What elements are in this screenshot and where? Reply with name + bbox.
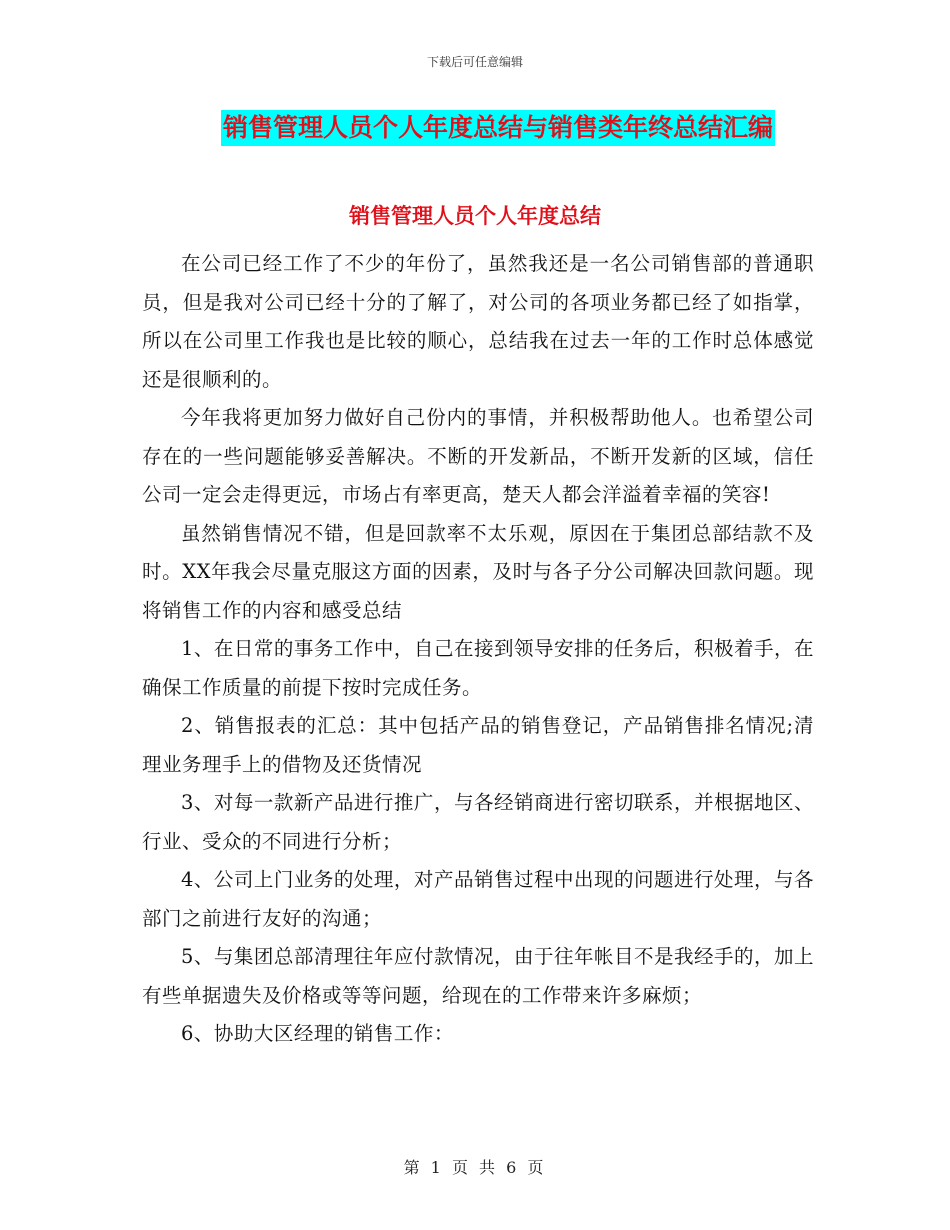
- paragraph: 虽然销售情况不错，但是回款率不太乐观，原因在于集团总部结款不及时。XX年我会尽量克服这方面的因素，及时与各子分公司解决回款问题。现将销售工作的内容和感受总结: [142, 521, 814, 622]
- paragraph: 今年我将更加努力做好自己份内的事情，并积极帮助他人。也希望公司存在的一些问题能够妥善解决。不断的开发新品，不断开发新的区域，信任公司一定会走得更远，市场占有率更高，楚天人都会洋溢着幸福的笑容!: [142, 406, 814, 506]
- page-footer: 第 1 页 共 6 页: [403, 1158, 547, 1177]
- main-title: 销售管理人员个人年度总结与销售类年终总结汇编: [221, 110, 775, 146]
- list-item: 2、销售报表的汇总：其中包括产品的销售登记，产品销售排名情况;清理业务理手上的借物及还货情况: [142, 714, 814, 776]
- body-text: [142, 245, 814, 1054]
- list-item: 4、公司上门业务的处理，对产品销售过程中出现的问题进行处理，与各部门之前进行友好的沟通；: [142, 868, 814, 930]
- list-item: 5、与集团总部清理往年应付款情况，由于往年帐目不是我经手的，加上有些单据遗失及价格或等等问题，给现在的工作带来许多麻烦；: [142, 945, 814, 1007]
- list-item: 1、在日常的事务工作中，自己在接到领导安排的任务后，积极着手，在确保工作质量的前提下按时完成任务。: [142, 637, 814, 699]
- list-item: 6、协助大区经理的销售工作：: [181, 1022, 454, 1045]
- header-note: 下载后可任意编辑: [426, 55, 523, 69]
- list-item: 3、对每一款新产品进行推广，与各经销商进行密切联系，并根据地区、行业、受众的不同进行分析；: [142, 791, 814, 853]
- main-title-container: [0, 110, 950, 146]
- paragraph: 在公司已经工作了不少的年份了，虽然我还是一名公司销售部的普通职员，但是我对公司已经十分的了解了，对公司的各项业务都已经了如指掌，所以在公司里工作我也是比较的顺心，总结我在过去一年的工作时总体感觉还是很顺利的。: [142, 252, 814, 391]
- section-title: 销售管理人员个人年度总结: [349, 204, 601, 228]
